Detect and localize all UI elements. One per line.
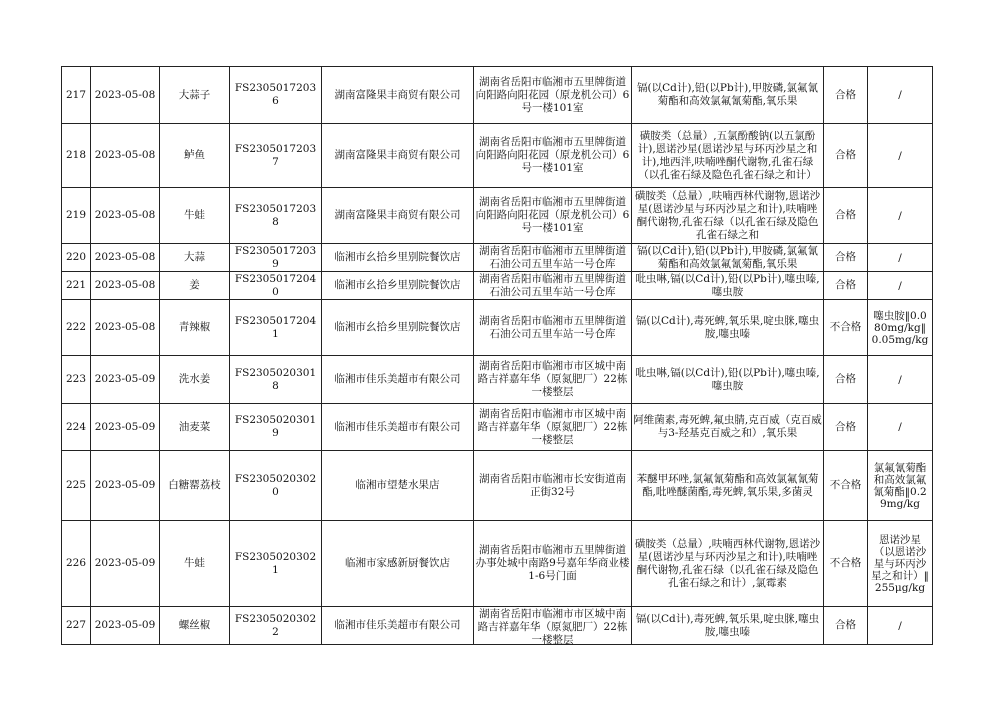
company-name: 临湘市幺拾乡里别院餐饮店 (322, 244, 474, 272)
sample-name: 油麦菜 (160, 404, 230, 451)
company-address: 湖南省岳阳市临湘市五里牌街道向阳路向阳花园（原龙机公司）6号一楼101室 (474, 124, 632, 188)
company-address: 湖南省岳阳市临湘市市区城中南路吉祥嘉年华（原氮肥厂）22栋一楼整层 (474, 607, 632, 645)
sample-name: 白糖罂荔枝 (160, 451, 230, 521)
sample-code: FS23050172037 (230, 124, 322, 188)
row-number: 220 (62, 244, 91, 272)
row-number: 222 (62, 300, 91, 356)
table-row (62, 356, 933, 404)
company-address: 湖南省岳阳市临湘市长安街道南正街32号 (474, 451, 632, 521)
nonconforming-value: / (868, 244, 933, 272)
table-row (62, 607, 933, 645)
company-name: 湖南富隆果丰商贸有限公司 (322, 67, 474, 124)
company-address: 湖南省岳阳市临湘市五里牌街道向阳路向阳花园（原龙机公司）6号一楼101室 (474, 188, 632, 244)
table-row (62, 124, 933, 188)
row-number: 217 (62, 67, 91, 124)
test-result: 不合格 (824, 451, 868, 521)
company-name: 临湘市幺拾乡里别院餐饮店 (322, 272, 474, 300)
nonconforming-value: 氯氟氰菊酯和高效氯氟氰菊酯‖0.29mg/kg (868, 451, 933, 521)
company-name: 临湘市佳乐美超市有限公司 (322, 607, 474, 645)
test-result: 合格 (824, 244, 868, 272)
row-number: 219 (62, 188, 91, 244)
table-row (62, 188, 933, 244)
nonconforming-value: 噻虫胺‖0.080mg/kg‖0.05mg/kg (868, 300, 933, 356)
table-row (62, 404, 933, 451)
sample-date: 2023-05-09 (91, 404, 160, 451)
sample-date: 2023-05-08 (91, 188, 160, 244)
sample-name: 鲈鱼 (160, 124, 230, 188)
row-number: 218 (62, 124, 91, 188)
sample-code: FS23050203018 (230, 356, 322, 404)
nonconforming-value: / (868, 356, 933, 404)
nonconforming-value: / (868, 404, 933, 451)
test-items: 苯醚甲环唑,氯氟氰菊酯和高效氯氟氰菊酯,吡唑醚菌酯,毒死蜱,氧乐果,多菌灵 (632, 451, 824, 521)
test-items: 吡虫啉,镉(以Cd计),铅(以Pb计),噻虫嗪,噻虫胺 (632, 356, 824, 404)
company-address: 湖南省岳阳市临湘市五里牌街道向阳路向阳花园（原龙机公司）6号一楼101室 (474, 67, 632, 124)
sample-code: FS23050203019 (230, 404, 322, 451)
test-result: 合格 (824, 607, 868, 645)
sample-name: 大蒜 (160, 244, 230, 272)
company-name: 湖南富隆果丰商贸有限公司 (322, 124, 474, 188)
nonconforming-value: / (868, 188, 933, 244)
sample-date: 2023-05-08 (91, 272, 160, 300)
company-address: 湖南省岳阳市临湘市五里牌街道石油公司五里车站一号仓库 (474, 272, 632, 300)
test-items: 磺胺类（总量）,呋喃西林代谢物,恩诺沙星(恩诺沙星与环丙沙星之和计),呋喃唑酮代谢物,孔雀石绿（以孔雀石绿及隐色孔雀石绿之和计）,氯霉素 (632, 521, 824, 607)
test-result: 合格 (824, 124, 868, 188)
row-number: 227 (62, 607, 91, 645)
test-items: 阿维菌素,毒死蜱,氟虫腈,克百威（克百威与3-羟基克百威之和）,氧乐果 (632, 404, 824, 451)
nonconforming-value: / (868, 272, 933, 300)
test-result: 合格 (824, 404, 868, 451)
test-items: 镉(以Cd计),毒死蜱,氧乐果,啶虫脒,噻虫胺,噻虫嗪 (632, 300, 824, 356)
table-row (62, 244, 933, 272)
nonconforming-value: 恩诺沙星（以恩诺沙星与环丙沙星之和计）‖255μg/kg (868, 521, 933, 607)
sample-code: FS23050172038 (230, 188, 322, 244)
inspection-results-table (61, 66, 933, 645)
test-items: 镉(以Cd计),毒死蜱,氧乐果,啶虫脒,噻虫胺,噻虫嗪 (632, 607, 824, 645)
row-number: 225 (62, 451, 91, 521)
company-name: 临湘市幺拾乡里别院餐饮店 (322, 300, 474, 356)
test-result: 不合格 (824, 521, 868, 607)
sample-date: 2023-05-09 (91, 356, 160, 404)
sample-name: 螺丝椒 (160, 607, 230, 645)
company-name: 临湘市佳乐美超市有限公司 (322, 356, 474, 404)
row-number: 224 (62, 404, 91, 451)
sample-date: 2023-05-09 (91, 607, 160, 645)
test-items: 磺胺类（总量）,五氯酚酸钠(以五氯酚计),恩诺沙星(恩诺沙星与环丙沙星之和计),地西泮,呋喃唑酮代谢物,孔雀石绿（以孔雀石绿及隐色孔雀石绿之和计） (632, 124, 824, 188)
sample-date: 2023-05-08 (91, 67, 160, 124)
company-name: 临湘市望楚水果店 (322, 451, 474, 521)
test-result: 不合格 (824, 300, 868, 356)
sample-name: 青辣椒 (160, 300, 230, 356)
table-row (62, 300, 933, 356)
sample-code: FS23050203020 (230, 451, 322, 521)
sample-code: FS23050172039 (230, 244, 322, 272)
company-name: 临湘市佳乐美超市有限公司 (322, 404, 474, 451)
sample-name: 牛蛙 (160, 521, 230, 607)
row-number: 226 (62, 521, 91, 607)
sample-name: 牛蛙 (160, 188, 230, 244)
table-row (62, 451, 933, 521)
table-row (62, 521, 933, 607)
company-address: 湖南省岳阳市临湘市五里牌街道石油公司五里车站一号仓库 (474, 300, 632, 356)
table-row (62, 272, 933, 300)
table-row (62, 67, 933, 124)
test-items: 镉(以Cd计),铅(以Pb计),甲胺磷,氯氟氰菊酯和高效氯氟氰菊酯,氧乐果 (632, 244, 824, 272)
sample-code: FS23050172040 (230, 272, 322, 300)
sample-date: 2023-05-08 (91, 124, 160, 188)
sample-code: FS23050203021 (230, 521, 322, 607)
company-address: 湖南省岳阳市临湘市市区城中南路吉祥嘉年华（原氮肥厂）22栋一楼整层 (474, 356, 632, 404)
sample-date: 2023-05-08 (91, 300, 160, 356)
test-items: 吡虫啉,镉(以Cd计),铅(以Pb计),噻虫嗪,噻虫胺 (632, 272, 824, 300)
test-items: 镉(以Cd计),铅(以Pb计),甲胺磷,氯氟氰菊酯和高效氯氟氰菊酯,氧乐果 (632, 67, 824, 124)
sample-date: 2023-05-09 (91, 451, 160, 521)
test-result: 合格 (824, 67, 868, 124)
sample-code: FS23050203022 (230, 607, 322, 645)
company-address: 湖南省岳阳市临湘市五里牌街道办事处城中南路9号嘉年华商业楼1-6号门面 (474, 521, 632, 607)
row-number: 221 (62, 272, 91, 300)
sample-name: 洗水姜 (160, 356, 230, 404)
sample-code: FS23050172041 (230, 300, 322, 356)
test-result: 合格 (824, 356, 868, 404)
test-result: 合格 (824, 272, 868, 300)
sample-code: FS23050172036 (230, 67, 322, 124)
sample-date: 2023-05-09 (91, 521, 160, 607)
company-name: 湖南富隆果丰商贸有限公司 (322, 188, 474, 244)
company-address: 湖南省岳阳市临湘市市区城中南路吉祥嘉年华（原氮肥厂）22栋一楼整层 (474, 404, 632, 451)
nonconforming-value: / (868, 67, 933, 124)
sample-name: 姜 (160, 272, 230, 300)
company-address: 湖南省岳阳市临湘市五里牌街道石油公司五里车站一号仓库 (474, 244, 632, 272)
row-number: 223 (62, 356, 91, 404)
nonconforming-value: / (868, 607, 933, 645)
sample-date: 2023-05-08 (91, 244, 160, 272)
company-name: 临湘市家感新厨餐饮店 (322, 521, 474, 607)
test-items: 磺胺类（总量）,呋喃西林代谢物,恩诺沙星(恩诺沙星与环丙沙星之和计),呋喃唑酮代谢物,孔雀石绿（以孔雀石绿及隐色孔雀石绿之和 (632, 188, 824, 244)
test-result: 合格 (824, 188, 868, 244)
nonconforming-value: / (868, 124, 933, 188)
sample-name: 大蒜子 (160, 67, 230, 124)
